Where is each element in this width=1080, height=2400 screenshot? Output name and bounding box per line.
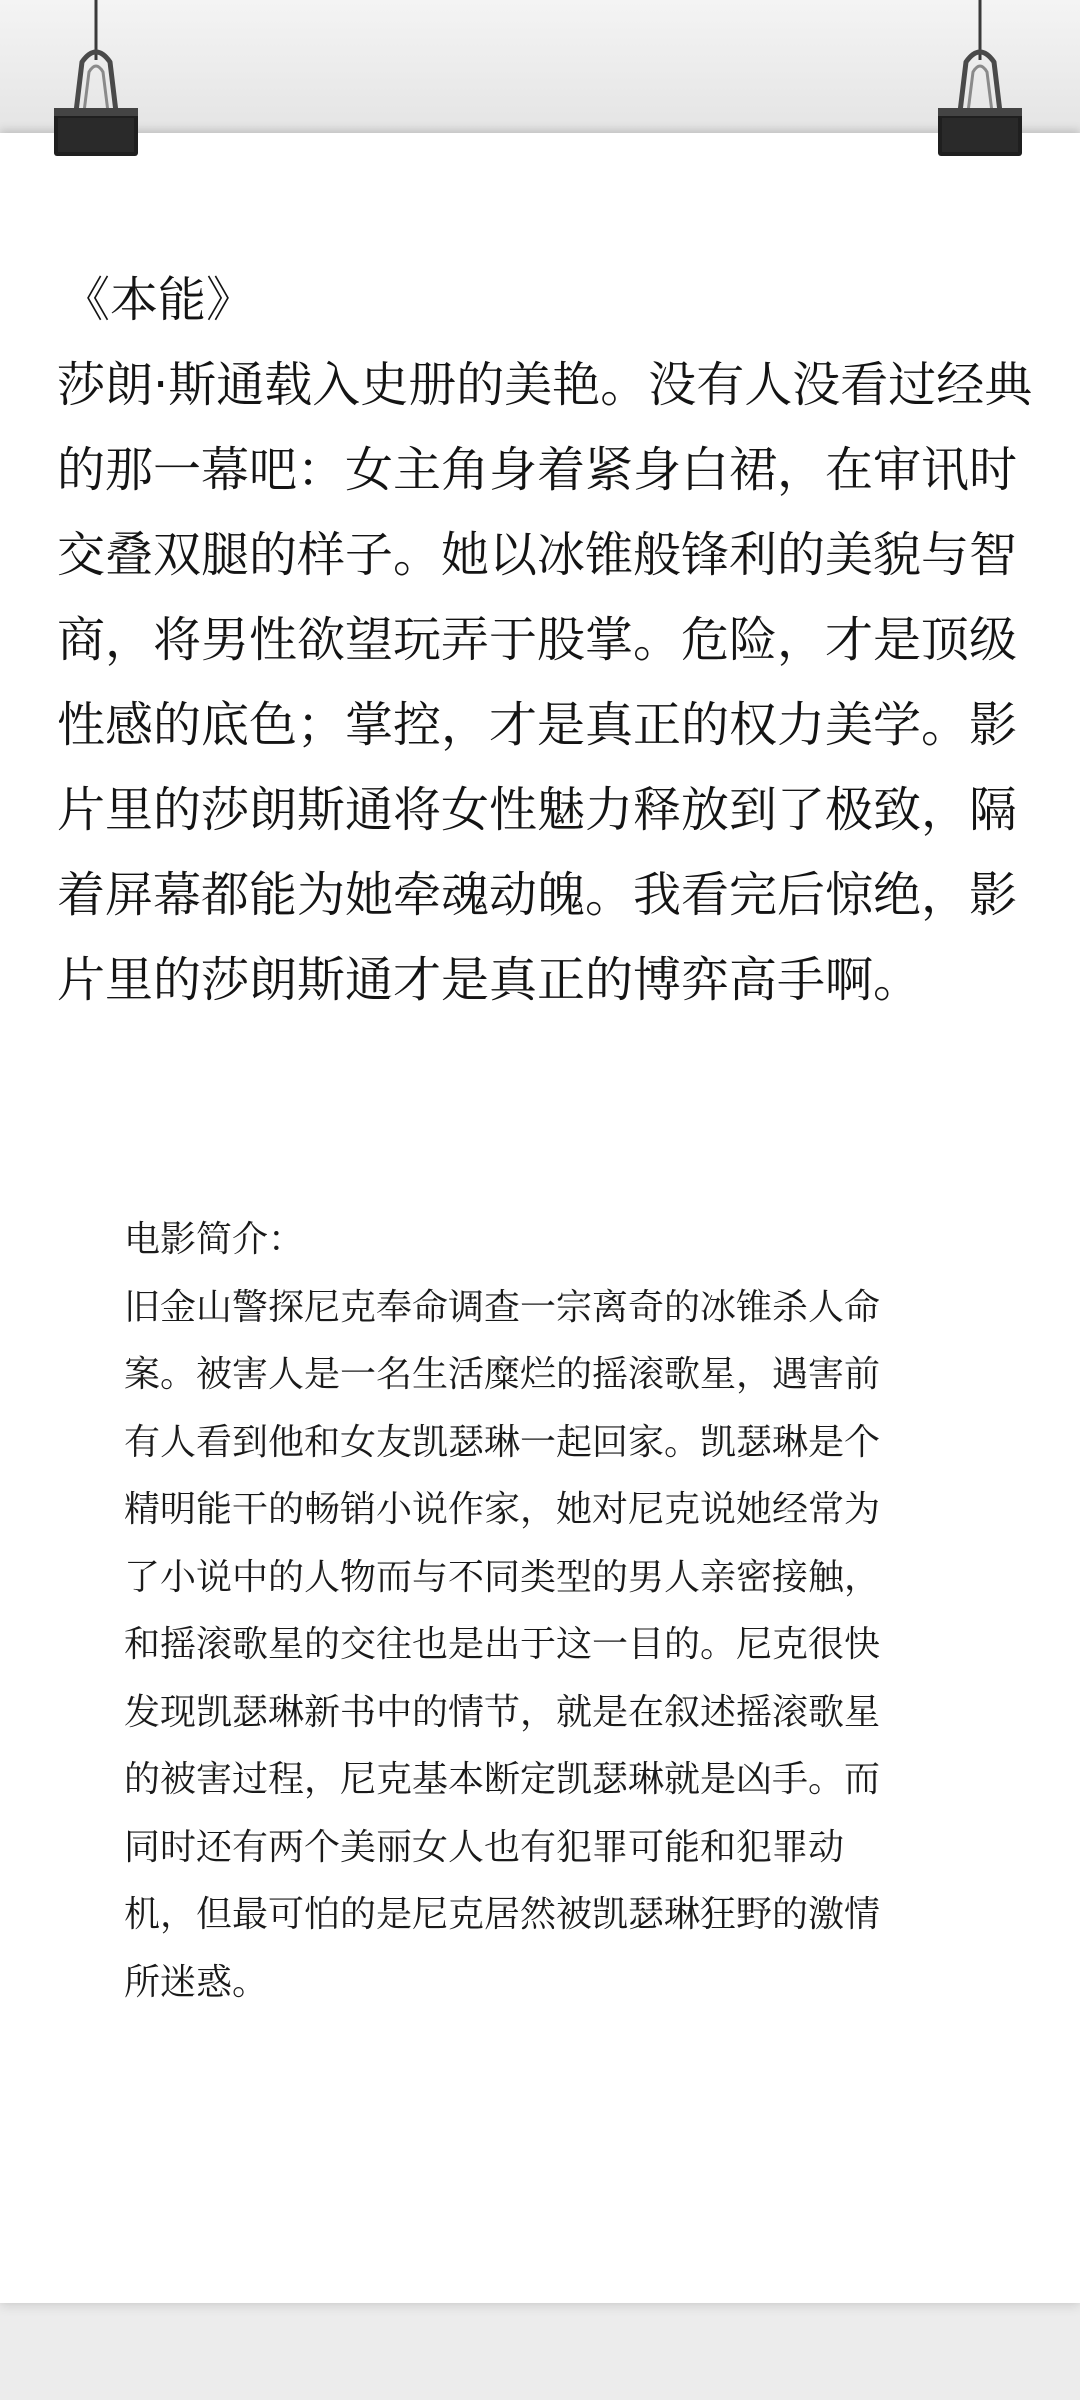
- synopsis-paragraph: 旧金山警探尼克奉命调查一宗离奇的冰锥杀人命案。被害人是一名生活糜烂的摇滚歌星，遇害前有人看到他和女友凯瑟琳一起回家。凯瑟琳是个精明能干的畅销小说作家，她对尼克说她经常为了小说中的人物而与不同类型的男人亲密接触，和摇滚歌星的交往也是出于这一目的。尼克很快发现凯瑟琳新书中的情节，就是在叙述摇滚歌星的被害过程，尼克基本断定凯瑟琳就是凶手。而同时还有两个美丽女人也有犯罪可能和犯罪动机，但最可怕的是尼克居然被凯瑟琳狂野的激情所迷惑。: [124, 1286, 881, 2003]
- review-paragraph: 莎朗·斯通载入史册的美艳。没有人没看过经典的那一幕吧：女主角身着紧身白裙，在审讯时交叠双腿的样子。她以冰锥般锋利的美貌与智商，将男性欲望玩弄于股掌。危险，才是顶级性感的底色；掌控，才是真正的权力美学。影片里的莎朗斯通将女性魅力释放到了极致，隔着屏幕都能为她牵魂动魄。我看完后惊绝，影片里的莎朗斯通才是真正的博弈高手啊。: [57, 357, 1033, 1008]
- synopsis-section: [124, 1206, 894, 2016]
- binder-clip-icon: [46, 0, 146, 170]
- review-section: [57, 258, 1037, 1023]
- movie-title: 《本能》: [62, 272, 255, 328]
- top-band: [0, 0, 1080, 135]
- binder-clip-icon: [930, 0, 1030, 170]
- synopsis-heading: 电影简介：: [124, 1219, 305, 1260]
- bottom-band: [0, 2303, 1080, 2400]
